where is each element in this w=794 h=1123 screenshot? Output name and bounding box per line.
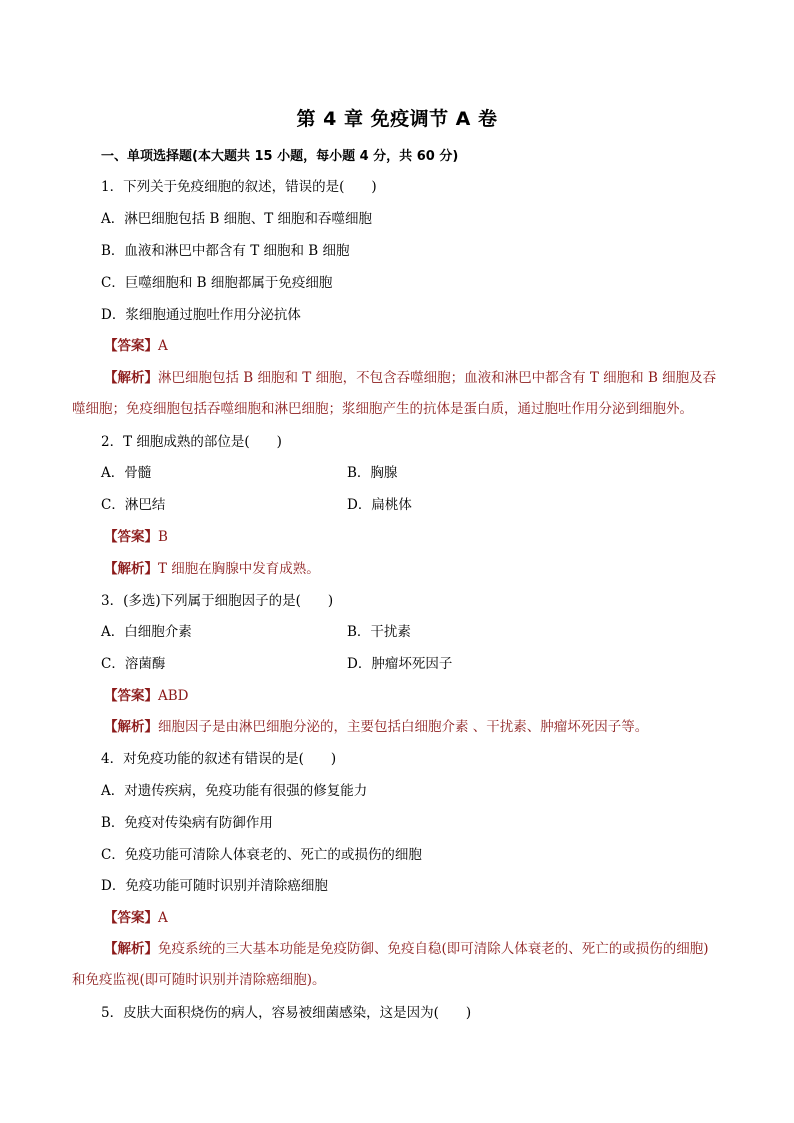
q2-option-b: B．胸腺 [347,465,398,481]
q2-answer-value: B [158,529,168,545]
q4-explain-tag: 【解析】 [104,941,158,957]
q1-explain-text-1: 淋巴细胞包括 B 细胞和 T 细胞，不包含吞噬细胞；血液和淋巴中都含有 T 细胞和 B 细胞及吞 [158,370,717,386]
q3-stem: 3．(多选)下列属于细胞因子的是( ) [101,593,334,609]
q3-explain-text: 细胞因子是由淋巴细胞分泌的，主要包括白细胞介素 、干扰素、肿瘤坏死因子等。 [158,719,649,735]
q2-option-c: C．淋巴结 [101,497,166,513]
q1-explanation [72,363,732,425]
q2-answer [104,527,168,547]
q3-answer [104,686,189,706]
q4-explanation [72,934,732,996]
q5-stem: 5．皮肤大面积烧伤的病人，容易被细菌感染，这是因为( ) [101,1005,472,1021]
q2-answer-tag: 【答案】 [104,529,158,545]
q1-answer-tag: 【答案】 [104,338,158,354]
q3-option-b: B．干扰素 [347,624,411,640]
q3-answer-tag: 【答案】 [104,688,158,704]
q1-stem: 1．下列关于免疫细胞的叙述，错误的是( ) [101,179,377,195]
q2-explanation [104,559,320,579]
q2-stem: 2．T 细胞成熟的部位是( ) [101,434,282,450]
q2-option-a: A．骨髓 [101,465,152,481]
q4-answer [104,908,168,928]
q1-option-a: A．淋巴细胞包括 B 细胞、T 细胞和吞噬细胞 [101,211,373,227]
q4-option-d: D．免疫功能可随时识别并清除癌细胞 [101,878,328,894]
q3-explanation [104,717,648,737]
q4-explanation-line-1 [72,934,732,965]
q3-explain-tag: 【解析】 [104,719,158,735]
q1-option-d: D．浆细胞通过胞吐作用分泌抗体 [101,307,301,323]
q2-explain-text: T 细胞在胸腺中发育成熟。 [158,561,320,577]
q4-option-a: A．对遗传疾病，免疫功能有很强的修复能力 [101,783,368,799]
q1-answer [104,336,168,356]
q4-explain-text-1: 免疫系统的三大基本功能是免疫防御、免疫自稳(即可清除人体衰老的、死亡的或损伤的细胞) [158,941,709,957]
section-header: 一、单项选择题(本大题共 15 小题，每小题 4 分，共 60 分) [101,149,459,164]
q4-stem: 4．对免疫功能的叙述有错误的是( ) [101,751,337,767]
q1-option-c: C．巨噬细胞和 B 细胞都属于免疫细胞 [101,275,333,291]
q4-option-b: B．免疫对传染病有防御作用 [101,815,273,831]
q1-option-b: B．血液和淋巴中都含有 T 细胞和 B 细胞 [101,243,350,259]
q4-explain-text-2: 和免疫监视(即可随时识别并清除癌细胞)。 [72,972,326,988]
q2-option-d: D．扁桃体 [347,497,412,513]
q3-option-a: A．白细胞介素 [101,624,192,640]
q1-explain-text-2: 噬细胞；免疫细胞包括吞噬细胞和淋巴细胞；浆细胞产生的抗体是蛋白质，通过胞吐作用分泌到细胞外。 [72,401,693,417]
q4-option-c: C．免疫功能可清除人体衰老的、死亡的或损伤的细胞 [101,847,422,863]
q3-answer-value: ABD [158,688,189,704]
page-title: 第 4 章 免疫调节 A 卷 [296,108,498,130]
q3-option-c: C．溶菌酶 [101,656,166,672]
q3-option-d: D．肿瘤坏死因子 [347,656,453,672]
q2-explain-tag: 【解析】 [104,561,158,577]
q1-explanation-line-1 [72,363,732,394]
q1-explain-tag: 【解析】 [104,370,158,386]
q4-answer-value: A [158,910,168,926]
q4-answer-tag: 【答案】 [104,910,158,926]
q1-answer-value: A [158,338,168,354]
